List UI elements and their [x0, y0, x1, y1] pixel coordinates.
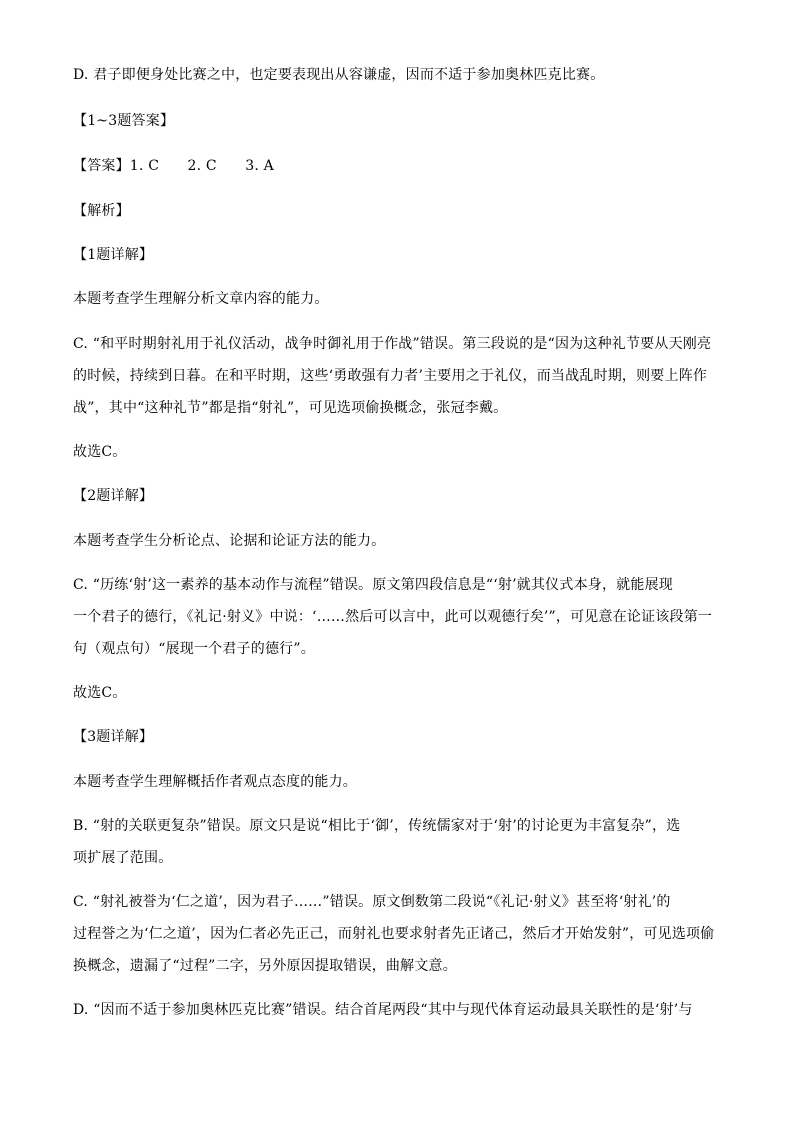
q2-explanation-line-1: C. “历练‘射’这一素养的基本动作与流程”错误。原文第四段信息是“‘射’就其仪式本身，就能展现	[73, 577, 673, 593]
q3-detail-heading: 【3题详解】	[73, 729, 154, 745]
q2-choice-line: 故选C。	[73, 685, 127, 701]
analysis-heading: 【解析】	[73, 203, 130, 219]
q1-explanation-line-2: 的时候，持续到日暮。在和平时期，这些‘勇敢强有力者’主要用之于礼仪，而当战乱时期，则要上阵作	[73, 368, 708, 384]
q3-option-c-line-1: C. “射礼被誉为‘仁之道’，因为君子……”错误。原文倒数第二段说“《礼记·射义》甚至将‘射礼’的	[73, 894, 671, 910]
q2-explanation-line-2: 一个君子的德行，《礼记·射义》中说：‘……然后可以言中，此可以观德行矣’”，可见意在论证该段第一	[73, 609, 713, 625]
q3-option-b-line-1: B. “射的关联更复杂”错误。原文只是说“相比于‘御’，传统儒家对于‘射’的讨论更为丰富复杂”，选	[73, 818, 681, 834]
q1-choice-line: 故选C。	[73, 444, 127, 460]
q1-explanation-line-1: C. “和平时期射礼用于礼仪活动，战争时御礼用于作战”错误。第三段说的是“因为这种礼节要从天刚亮	[73, 336, 712, 352]
q3-option-c-line-2: 过程誉之为‘仁之道’，因为仁者必先正己，而射礼也要求射者先正诸己，然后才开始发射”，可见选项偷	[73, 926, 715, 942]
q3-option-d-line-1: D. “因而不适于参加奥林匹克比赛”错误。结合首尾两段“其中与现代体育运动最具关联性的是‘射’与	[73, 1002, 693, 1018]
q2-skill-line: 本题考查学生分析论点、论据和论证方法的能力。	[73, 533, 386, 549]
option-d-statement: D. 君子即便身处比赛之中，也定要表现出从容谦虚，因而不适于参加奥林匹克比赛。	[73, 67, 605, 83]
q3-option-b-line-2: 项扩展了范围。	[73, 850, 173, 866]
q2-explanation-line-3: 句（观点句）“展现一个君子的德行”。	[73, 641, 315, 657]
q1-skill-line: 本题考查学生理解分析文章内容的能力。	[73, 291, 329, 307]
answer-section-heading: 【1~3题答案】	[73, 113, 175, 129]
q1-explanation-line-3: 战”，其中“这种礼节”都是指“射礼”，可见选项偷换概念，张冠李戴。	[73, 400, 508, 416]
answer-line: 【答案】1. C 2. C 3. A	[73, 158, 274, 174]
q2-detail-heading: 【2题详解】	[73, 488, 154, 504]
q1-detail-heading: 【1题详解】	[73, 247, 154, 263]
q3-option-c-line-3: 换概念，遗漏了“过程”二字，另外原因提取错误，曲解文意。	[73, 958, 457, 974]
q3-skill-line: 本题考查学生理解概括作者观点态度的能力。	[73, 774, 357, 790]
